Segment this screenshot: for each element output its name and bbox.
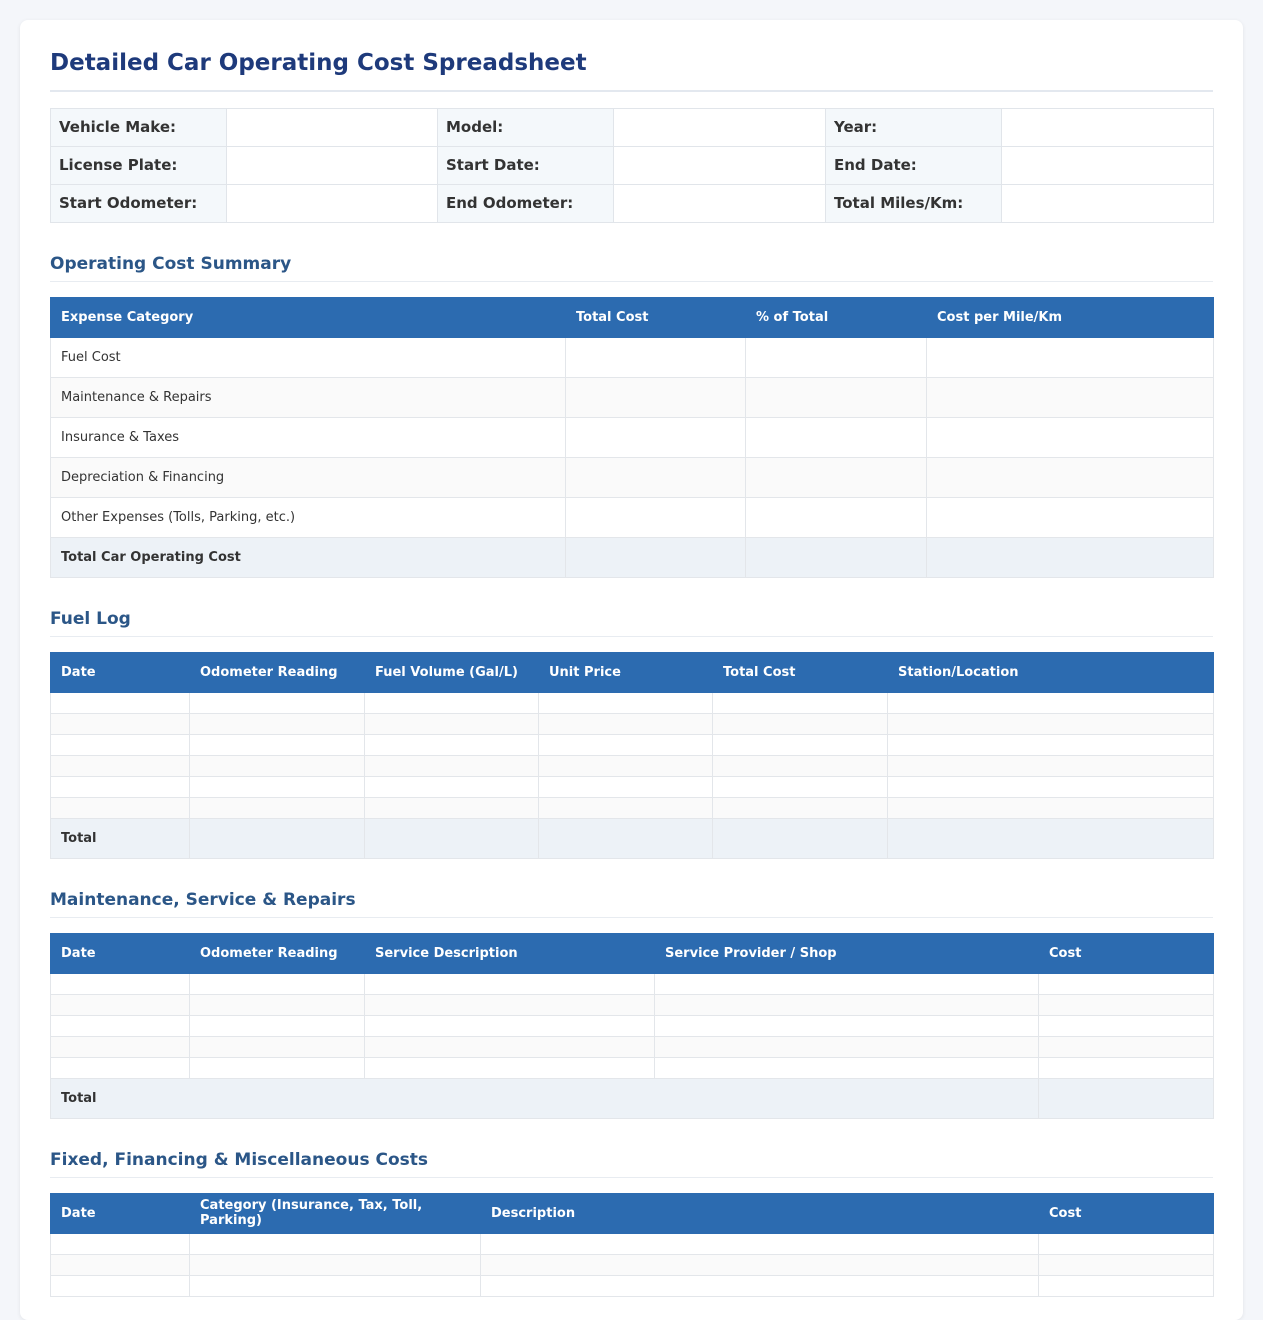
table-cell[interactable] [190, 692, 365, 713]
table-row [51, 776, 1214, 797]
table-cell[interactable] [927, 497, 1214, 537]
total-row [51, 537, 1214, 577]
table-cell[interactable] [888, 776, 1214, 797]
table-row [51, 1275, 1214, 1296]
table-cell[interactable] [927, 377, 1214, 417]
table-cell[interactable] [190, 776, 365, 797]
table-cell[interactable] [365, 973, 655, 994]
col-station: Station/Location [888, 652, 1214, 692]
total-row [51, 818, 1214, 858]
vehicle-info-row [51, 184, 1214, 222]
table-cell[interactable] [713, 776, 888, 797]
start-date-field[interactable] [614, 146, 826, 184]
table-cell[interactable] [566, 537, 746, 577]
vehicle-info-row [51, 108, 1214, 146]
table-cell[interactable] [713, 734, 888, 755]
total-row [51, 1078, 1214, 1118]
table-cell[interactable] [888, 818, 1214, 858]
table-row [51, 994, 1214, 1015]
table-cell[interactable] [746, 377, 927, 417]
model-label: Model: [438, 108, 614, 146]
col-odometer: Odometer Reading [190, 933, 365, 973]
table-cell[interactable] [1039, 1015, 1214, 1036]
table-cell[interactable] [746, 417, 927, 457]
table-cell[interactable] [927, 417, 1214, 457]
maintenance-table [50, 933, 1214, 1119]
total-label: Total [51, 818, 190, 858]
table-cell[interactable] [1039, 1275, 1214, 1296]
col-service-description: Service Description [365, 933, 655, 973]
summary-header-row [51, 297, 1214, 337]
table-cell[interactable] [51, 776, 190, 797]
vehicle-info-table [50, 108, 1214, 223]
table-cell[interactable] [365, 755, 539, 776]
summary-heading: Operating Cost Summary [50, 253, 1213, 282]
table-cell[interactable] [1039, 994, 1214, 1015]
end-date-field[interactable] [1002, 146, 1214, 184]
table-cell[interactable] [365, 713, 539, 734]
table-cell[interactable] [481, 1275, 1039, 1296]
table-cell[interactable] [1039, 1036, 1214, 1057]
table-cell[interactable] [190, 973, 365, 994]
fuel-log-header-row [51, 652, 1214, 692]
table-cell[interactable] [365, 797, 539, 818]
table-cell[interactable] [190, 713, 365, 734]
spreadsheet-card [20, 20, 1243, 1320]
table-cell[interactable] [1039, 1078, 1214, 1118]
category-depreciation: Depreciation & Financing [51, 457, 566, 497]
category-fuel-cost: Fuel Cost [51, 337, 566, 377]
table-cell[interactable] [927, 457, 1214, 497]
table-cell[interactable] [746, 457, 927, 497]
table-cell[interactable] [746, 537, 927, 577]
model-field[interactable] [614, 108, 826, 146]
table-cell[interactable] [481, 1254, 1039, 1275]
table-cell[interactable] [566, 337, 746, 377]
table-cell[interactable] [51, 1036, 190, 1057]
table-cell[interactable] [888, 755, 1214, 776]
table-row [51, 1254, 1214, 1275]
table-cell[interactable] [51, 713, 190, 734]
table-cell[interactable] [539, 797, 713, 818]
col-unit-price: Unit Price [539, 652, 713, 692]
table-row [51, 1036, 1214, 1057]
fixed-costs-heading: Fixed, Financing & Miscellaneous Costs [50, 1149, 1213, 1178]
table-row [51, 417, 1214, 457]
table-cell[interactable] [365, 818, 539, 858]
table-cell[interactable] [51, 734, 190, 755]
table-cell[interactable] [190, 994, 365, 1015]
vehicle-make-label: Vehicle Make: [51, 108, 227, 146]
table-cell[interactable] [1039, 973, 1214, 994]
table-cell[interactable] [365, 1057, 655, 1078]
table-row [51, 692, 1214, 713]
table-row [51, 1233, 1214, 1254]
table-cell[interactable] [566, 417, 746, 457]
table-row [51, 377, 1214, 417]
table-row [51, 497, 1214, 537]
table-cell[interactable] [51, 797, 190, 818]
table-cell[interactable] [51, 692, 190, 713]
col-cost: Cost [1039, 933, 1214, 973]
table-cell[interactable] [539, 692, 713, 713]
table-row [51, 1057, 1214, 1078]
table-cell[interactable] [190, 1057, 365, 1078]
vehicle-make-field[interactable] [227, 108, 438, 146]
table-cell[interactable] [655, 973, 1039, 994]
col-fuel-volume: Fuel Volume (Gal/L) [365, 652, 539, 692]
table-cell[interactable] [746, 337, 927, 377]
table-cell[interactable] [888, 734, 1214, 755]
category-maintenance: Maintenance & Repairs [51, 377, 566, 417]
table-cell[interactable] [190, 1275, 481, 1296]
table-cell[interactable] [539, 713, 713, 734]
year-field[interactable] [1002, 108, 1214, 146]
total-label: Total Car Operating Cost [51, 537, 566, 577]
table-cell[interactable] [51, 1254, 190, 1275]
table-cell[interactable] [927, 337, 1214, 377]
table-cell[interactable] [190, 797, 365, 818]
table-cell[interactable] [713, 692, 888, 713]
end-odometer-label: End Odometer: [438, 184, 614, 222]
table-cell[interactable] [190, 1036, 365, 1057]
table-cell[interactable] [927, 537, 1214, 577]
col-service-provider: Service Provider / Shop [655, 933, 1039, 973]
maintenance-header-row [51, 933, 1214, 973]
total-miles-label: Total Miles/Km: [826, 184, 1002, 222]
col-cost-per-mile: Cost per Mile/Km [927, 297, 1214, 337]
col-description: Description [481, 1193, 1039, 1233]
table-cell[interactable] [566, 377, 746, 417]
table-cell[interactable] [51, 1275, 190, 1296]
table-cell[interactable] [713, 818, 888, 858]
table-cell[interactable] [746, 497, 927, 537]
maintenance-heading: Maintenance, Service & Repairs [50, 889, 1213, 918]
total-miles-field[interactable] [1002, 184, 1214, 222]
table-cell[interactable] [1039, 1057, 1214, 1078]
fixed-costs-header-row [51, 1193, 1214, 1233]
table-cell[interactable] [51, 1057, 190, 1078]
table-cell[interactable] [190, 1254, 481, 1275]
table-cell[interactable] [190, 755, 365, 776]
table-cell[interactable] [1039, 1254, 1214, 1275]
table-cell[interactable] [566, 457, 746, 497]
vehicle-info-row [51, 146, 1214, 184]
table-cell[interactable] [888, 797, 1214, 818]
total-label: Total [51, 1078, 1039, 1118]
table-cell[interactable] [365, 776, 539, 797]
table-cell[interactable] [365, 692, 539, 713]
table-cell[interactable] [190, 1233, 481, 1254]
table-cell[interactable] [539, 818, 713, 858]
end-odometer-field[interactable] [614, 184, 826, 222]
table-cell[interactable] [1039, 1233, 1214, 1254]
col-date: Date [51, 652, 190, 692]
category-other: Other Expenses (Tolls, Parking, etc.) [51, 497, 566, 537]
page-title: Detailed Car Operating Cost Spreadsheet [50, 50, 1213, 92]
table-cell[interactable] [888, 692, 1214, 713]
table-cell[interactable] [713, 797, 888, 818]
table-cell[interactable] [51, 973, 190, 994]
year-label: Year: [826, 108, 1002, 146]
table-row [51, 713, 1214, 734]
start-odometer-field[interactable] [227, 184, 438, 222]
table-row [51, 457, 1214, 497]
start-date-label: Start Date: [438, 146, 614, 184]
table-cell[interactable] [655, 994, 1039, 1015]
fixed-costs-table [50, 1193, 1214, 1297]
table-row [51, 734, 1214, 755]
table-cell[interactable] [51, 1015, 190, 1036]
table-cell[interactable] [51, 755, 190, 776]
table-cell[interactable] [539, 734, 713, 755]
col-cost: Cost [1039, 1193, 1214, 1233]
table-cell[interactable] [51, 1233, 190, 1254]
table-row [51, 1015, 1214, 1036]
table-cell[interactable] [655, 1015, 1039, 1036]
table-cell[interactable] [713, 755, 888, 776]
fuel-log-table [50, 652, 1214, 859]
col-total-cost: Total Cost [713, 652, 888, 692]
col-date: Date [51, 933, 190, 973]
summary-table [50, 297, 1214, 578]
table-row [51, 973, 1214, 994]
table-cell[interactable] [888, 713, 1214, 734]
end-date-label: End Date: [826, 146, 1002, 184]
table-cell[interactable] [713, 713, 888, 734]
table-row [51, 797, 1214, 818]
table-cell[interactable] [481, 1233, 1039, 1254]
col-total-cost: Total Cost [566, 297, 746, 337]
fuel-log-heading: Fuel Log [50, 608, 1213, 637]
table-cell[interactable] [365, 1036, 655, 1057]
col-odometer: Odometer Reading [190, 652, 365, 692]
table-cell[interactable] [51, 994, 190, 1015]
category-insurance: Insurance & Taxes [51, 417, 566, 457]
table-cell[interactable] [539, 755, 713, 776]
table-cell[interactable] [539, 776, 713, 797]
table-cell[interactable] [190, 818, 365, 858]
col-category: Category (Insurance, Tax, Toll, Parking) [190, 1193, 481, 1233]
license-plate-label: License Plate: [51, 146, 227, 184]
table-cell[interactable] [365, 1015, 655, 1036]
col-date: Date [51, 1193, 190, 1233]
table-row [51, 755, 1214, 776]
table-cell[interactable] [190, 734, 365, 755]
table-cell[interactable] [655, 1036, 1039, 1057]
table-cell[interactable] [365, 994, 655, 1015]
table-cell[interactable] [566, 497, 746, 537]
table-row [51, 337, 1214, 377]
col-percent-of-total: % of Total [746, 297, 927, 337]
col-expense-category: Expense Category [51, 297, 566, 337]
license-plate-field[interactable] [227, 146, 438, 184]
table-cell[interactable] [655, 1057, 1039, 1078]
table-cell[interactable] [365, 734, 539, 755]
table-cell[interactable] [190, 1015, 365, 1036]
start-odometer-label: Start Odometer: [51, 184, 227, 222]
